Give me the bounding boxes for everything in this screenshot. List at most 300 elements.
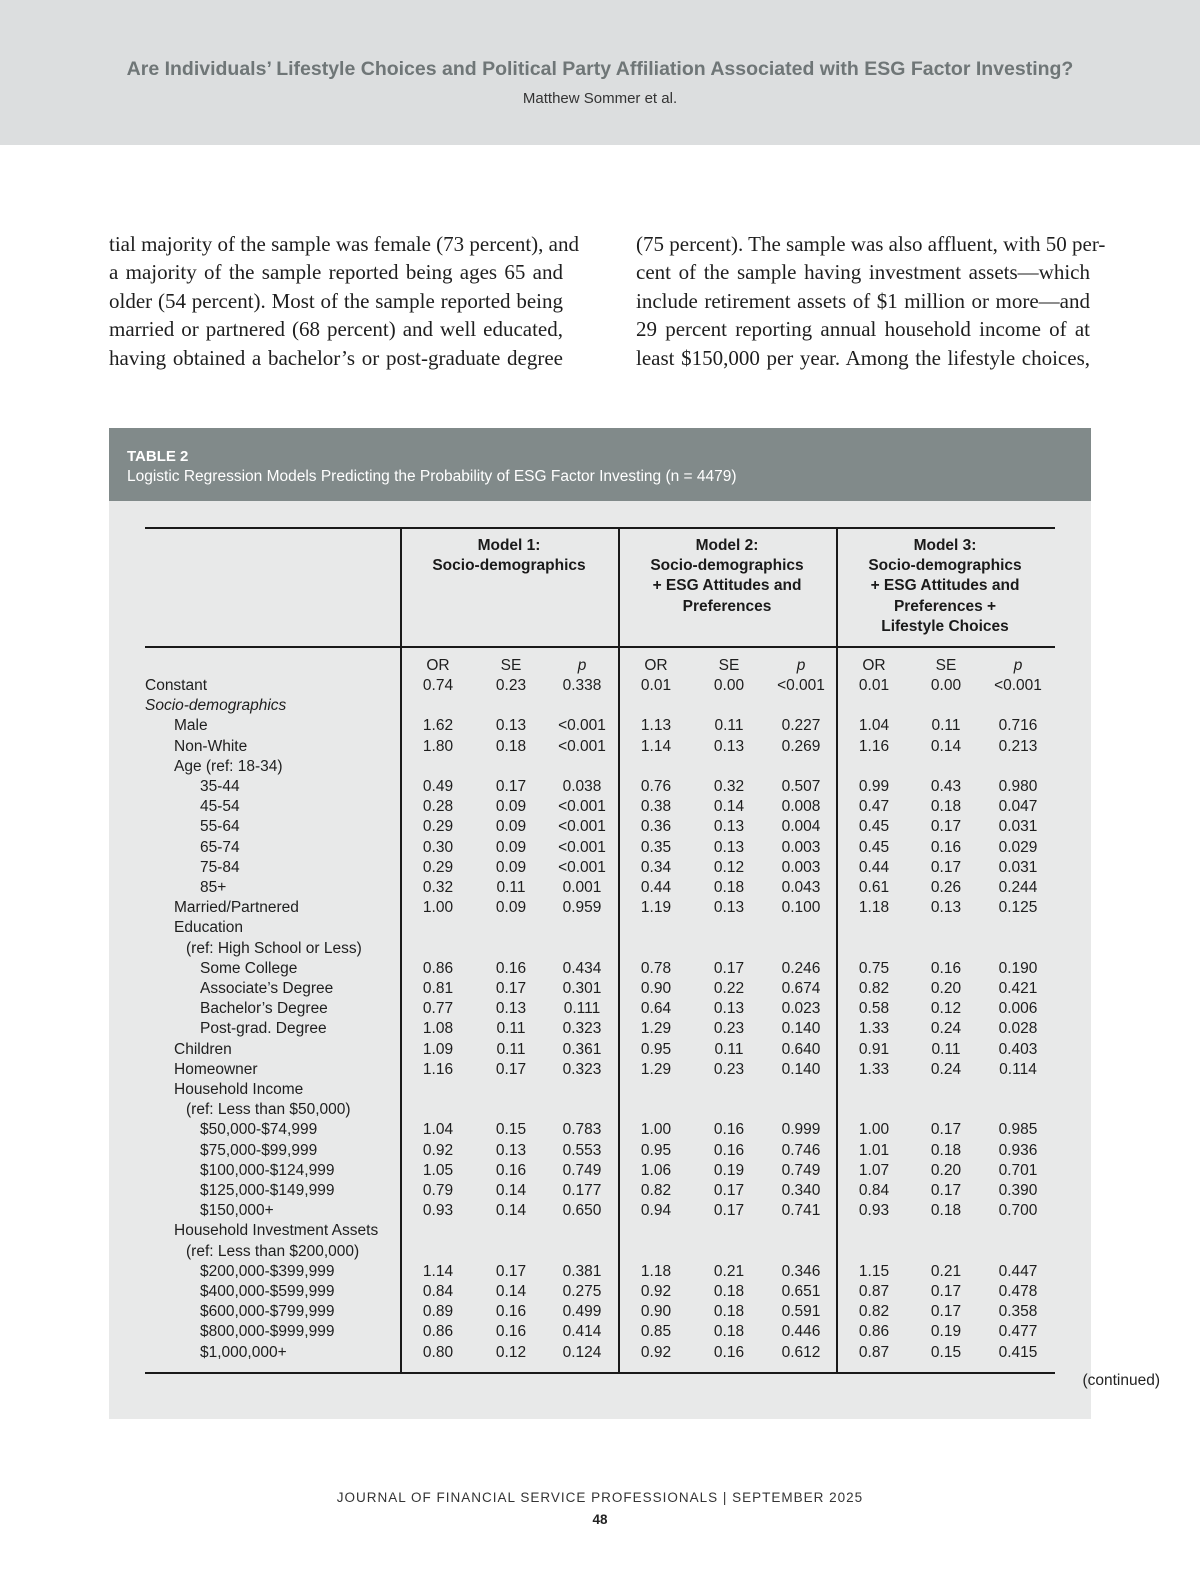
table-cell: 1.80 [422,737,454,755]
table-row [0,960,1200,980]
table-row [0,1222,1200,1242]
table-cell: 0.700 [998,1202,1038,1220]
table-cell: 0.177 [562,1182,602,1199]
table-cell: 0.28 [422,798,454,816]
table-cell: 0.111 [563,1000,601,1018]
table-cell: 0.17 [495,1060,527,1078]
table-cell: <0.001 [558,838,606,856]
table-cell: 1.18 [640,1262,672,1280]
table-cell: 0.414 [562,1323,602,1341]
table-cell: 0.21 [930,1262,962,1280]
table-row [0,1020,1200,1040]
table-cell: 0.227 [781,717,821,735]
table-cell: 0.18 [495,737,527,755]
row-label: Associate’s Degree [200,980,334,997]
table-cell: 0.38 [640,798,672,816]
table-cell: 0.038 [562,778,602,795]
table-cell: 0.45 [858,818,890,836]
table-cell: 0.338 [562,677,602,694]
table-subheader-row [0,657,1200,677]
table-cell: 0.87 [858,1283,890,1300]
table-cell: 0.61 [858,879,890,896]
table-cell: 0.00 [930,677,962,694]
table-cell: 0.13 [713,838,745,856]
table-cell: 0.244 [998,879,1038,896]
table-cell: 0.340 [781,1182,821,1199]
table-cell: 0.100 [781,899,821,917]
table-cell: 0.01 [858,677,890,694]
table-cell: 1.00 [640,1121,672,1139]
table-row [0,1323,1200,1343]
table-cell: 0.17 [930,1283,962,1300]
table-cell: 0.14 [495,1283,527,1300]
table-row [0,1283,1200,1303]
table-label: TABLE 2 [127,448,189,465]
table-cell: 0.381 [562,1262,602,1280]
row-label: Non-White [174,737,248,755]
table-continued-note: (continued) [1082,1372,1160,1389]
table-cell: 0.650 [562,1202,602,1220]
subheader-se: SE [718,657,740,674]
row-label: Some College [200,959,298,977]
table-cell: 1.04 [858,717,890,735]
table-cell: 0.86 [858,1323,890,1341]
table-cell: 0.434 [562,959,602,977]
table-cell: <0.001 [558,737,606,755]
table-cell: 0.003 [781,838,821,856]
row-label: 85+ [200,879,227,896]
table-cell: 0.58 [858,1000,890,1018]
table-cell: 0.17 [930,818,962,836]
table-cell: <0.001 [994,677,1042,694]
table-cell: 1.16 [422,1060,454,1078]
table-cell: 0.84 [858,1182,890,1199]
table-cell: 0.031 [998,858,1038,876]
table-cell: 0.140 [781,1060,821,1078]
table-cell: 0.358 [998,1303,1038,1321]
table-row [0,1081,1200,1101]
table-cell: 0.028 [998,1020,1038,1038]
table-cell: 0.008 [781,798,821,816]
table-cell: 0.19 [930,1323,962,1341]
table-cell: 0.301 [562,980,602,997]
table-cell: 0.13 [713,1000,745,1018]
table-cell: 1.05 [422,1161,454,1179]
table-cell: 0.17 [930,1121,962,1139]
table-cell: 0.80 [422,1343,454,1361]
body-line: tial majority of the sample was female (73 percent), and [109,232,579,256]
table-cell: 0.936 [998,1141,1038,1159]
table-cell: 1.18 [858,899,890,917]
row-label: 45-54 [200,798,240,816]
subheader-p: p [1013,657,1023,674]
table-bottom-rule [145,1372,1055,1374]
table-cell: 0.741 [781,1202,821,1220]
table-row [0,1142,1200,1162]
table-row [0,1202,1200,1222]
table-cell: 0.64 [640,1000,672,1018]
table-cell: 0.140 [781,1020,821,1038]
table-cell: 0.09 [495,899,527,917]
table-cell: 1.00 [858,1121,890,1139]
table-cell: 0.17 [930,1303,962,1321]
table-cell: 0.18 [930,1141,962,1159]
table-cell: 0.246 [781,959,821,977]
table-cell: 0.20 [930,1161,962,1179]
table-cell: 0.16 [495,1303,527,1321]
row-label: $100,000-$124,999 [200,1161,335,1179]
table-cell: <0.001 [558,717,606,735]
table-cell: 0.499 [562,1303,602,1321]
row-label: $125,000-$149,999 [200,1182,335,1199]
table-cell: 0.29 [422,818,454,836]
table-cell: 0.269 [781,737,821,755]
table-cell: 0.82 [858,980,890,997]
table-cell: 0.09 [495,798,527,816]
table-cell: 0.047 [998,798,1038,816]
table-cell: 0.19 [713,1161,745,1179]
table-cell: 0.213 [998,737,1038,755]
table-cell: 0.17 [495,1262,527,1280]
model-2-heading-line: + ESG Attitudes and [652,577,802,595]
table-cell: 1.08 [422,1020,454,1038]
row-label: $1,000,000+ [200,1343,287,1361]
table-cell: 0.16 [495,1161,527,1179]
table-cell: 0.13 [930,899,962,917]
table-row [0,980,1200,1000]
table-cell: 0.13 [495,717,527,735]
table-cell: 0.16 [930,959,962,977]
table-cell: 0.99 [858,778,890,795]
table-cell: 0.031 [998,818,1038,836]
row-label: $50,000-$74,999 [200,1121,318,1139]
table-cell: 0.17 [495,778,527,795]
table-cell: 0.980 [998,778,1038,795]
table-cell: 0.34 [640,858,672,876]
table-row [0,738,1200,758]
table-cell: 0.86 [422,959,454,977]
row-label: Education [174,919,243,937]
table-cell: 0.114 [999,1060,1037,1078]
table-cell: 0.43 [930,778,962,795]
article-title: Are Individuals’ Lifestyle Choices and Political Party Affiliation Associated with ESG Factor Investing? [126,58,1074,80]
model-2-heading-line: Socio-demographics [650,557,804,575]
table-cell: 0.323 [562,1020,602,1038]
table-cell: 0.447 [998,1262,1038,1280]
table-cell: 0.81 [422,980,454,997]
table-cell: 0.09 [495,838,527,856]
table-cell: 0.87 [858,1343,890,1361]
subheader-or: OR [644,657,668,674]
row-label: $75,000-$99,999 [200,1141,318,1159]
body-line: (75 percent). The sample was also affluent, with 50 per- [636,232,1106,256]
row-label: Homeowner [174,1060,258,1078]
table-header-bar [109,428,1091,501]
model-3-heading-line: Socio-demographics [868,557,1022,575]
table-cell: 0.18 [713,1323,745,1341]
table-cell: 0.415 [998,1343,1038,1361]
table-cell: 0.421 [998,980,1038,997]
table-row [0,1344,1200,1364]
table-row [0,798,1200,818]
table-cell: 0.124 [562,1343,602,1361]
table-cell: 0.985 [998,1121,1038,1139]
table-cell: <0.001 [558,798,606,816]
table-cell: 0.16 [930,838,962,856]
table-cell: 0.35 [640,838,672,856]
row-label: Constant [145,677,208,694]
subheader-se: SE [500,657,522,674]
body-line: having obtained a bachelor’s or post-graduate degree [109,345,563,370]
table-cell: 0.16 [713,1121,745,1139]
row-label: Male [174,717,208,735]
table-row [0,1000,1200,1020]
table-cell: 0.12 [713,858,745,876]
table-cell: 0.125 [998,899,1038,917]
table-cell: 0.18 [930,1202,962,1220]
table-cell: 0.004 [781,818,821,836]
table-cell: 0.029 [998,838,1038,856]
table-cell: 0.90 [640,980,672,997]
row-label: Age (ref: 18-34) [174,757,283,775]
model-3-heading-line: Model 3: [913,537,977,554]
table-row [0,717,1200,737]
table-cell: 0.16 [713,1141,745,1159]
table-cell: 0.749 [562,1161,602,1179]
table-cell: 0.13 [495,1000,527,1018]
table-cell: 0.91 [858,1040,890,1058]
table-cell: 0.18 [713,1283,745,1300]
row-label: Post-grad. Degree [200,1020,327,1038]
article-authors: Matthew Sommer et al. [522,90,678,107]
table-cell: 1.15 [858,1262,890,1280]
subheader-or: OR [426,657,450,674]
table-cell: 0.783 [562,1121,602,1139]
table-cell: 0.003 [781,858,821,876]
table-cell: 0.22 [713,980,745,997]
journal-footer: JOURNAL OF FINANCIAL SERVICE PROFESSIONALS | SEPTEMBER 2025 [336,1490,864,1505]
table-row [0,879,1200,899]
table-cell: 0.14 [495,1182,527,1199]
table-cell: 0.95 [640,1141,672,1159]
table-cell: 0.78 [640,959,672,977]
table-cell: 0.043 [781,879,821,896]
table-cell: 0.11 [931,717,961,735]
table-cell: 0.20 [930,980,962,997]
row-label: $200,000-$399,999 [200,1262,335,1280]
table-cell: 0.23 [713,1020,745,1038]
model-3-heading-line: Lifestyle Choices [881,617,1009,635]
table-cell: 0.323 [562,1060,602,1078]
table-cell: 0.29 [422,858,454,876]
table-row [0,697,1200,717]
table-row [0,1162,1200,1182]
table-cell: <0.001 [558,818,606,836]
table-cell: 0.17 [713,1202,745,1220]
body-line: cent of the sample having investment assets—which [636,260,1090,285]
table-cell: 0.190 [998,959,1038,977]
model-3-heading-line: + ESG Attitudes and [870,577,1020,595]
table-cell: 0.95 [640,1040,672,1058]
table-row [0,1121,1200,1141]
table-cell: 0.11 [714,1040,744,1058]
table-row [0,818,1200,838]
table-cell: 1.62 [422,717,454,735]
table-cell: 0.26 [930,879,962,896]
table-cell: <0.001 [777,677,825,694]
row-label: Bachelor’s Degree [200,1000,328,1018]
row-label: $400,000-$599,999 [200,1283,335,1300]
table-row [0,1263,1200,1283]
table-cell: 1.29 [640,1020,672,1038]
table-cell: 1.06 [640,1161,672,1179]
table-cell: 0.18 [713,879,745,896]
table-cell: 0.023 [781,1000,821,1018]
table-row [0,778,1200,798]
row-label: (ref: Less than $200,000) [186,1242,360,1260]
table-cell: 0.24 [930,1020,962,1038]
table-cell: 0.11 [496,879,526,896]
table-cell: 0.24 [930,1060,962,1078]
table-row [0,1101,1200,1121]
table-cell: 1.07 [858,1161,890,1179]
table-cell: 0.11 [931,1040,961,1058]
row-label: 65-74 [200,838,240,856]
table-cell: 0.13 [713,818,745,836]
table-cell: 0.13 [713,899,745,917]
table-cell: 0.82 [858,1303,890,1321]
table-cell: 0.16 [495,959,527,977]
table-cell: 0.92 [422,1141,454,1159]
table-cell: 0.640 [781,1040,821,1058]
table-cell: 0.390 [998,1182,1038,1199]
row-label: (ref: Less than $50,000) [186,1101,351,1119]
table-cell: 0.92 [640,1343,672,1361]
table-cell: 0.403 [998,1040,1038,1058]
table-cell: 0.90 [640,1303,672,1321]
table-cell: 1.04 [422,1121,454,1139]
table-cell: 0.75 [858,959,890,977]
table-row [0,1182,1200,1202]
table-cell: 1.00 [422,899,454,917]
table-cell: 0.15 [930,1343,962,1361]
body-line: a majority of the sample reported being ages 65 and [109,260,563,285]
table-cell: 0.82 [640,1182,672,1199]
table-cell: 1.33 [858,1020,890,1038]
table-cell: 1.33 [858,1060,890,1078]
table-cell: 0.86 [422,1323,454,1341]
table-cell: 0.09 [495,818,527,836]
table-cell: 0.49 [422,778,454,795]
table-cell: 0.12 [495,1343,527,1361]
model-2-heading-line: Model 2: [695,537,759,554]
model-1-heading-line: Socio-demographics [432,557,586,575]
table-row [0,839,1200,859]
table-cell: 0.23 [495,677,527,694]
table-cell: 0.89 [422,1303,454,1321]
table-cell: 0.674 [781,980,821,997]
table-cell: 0.45 [858,838,890,856]
table-cell: 0.006 [998,1000,1038,1018]
table-cell: 0.16 [495,1323,527,1341]
table-cell: 0.32 [422,879,454,896]
table-cell: 0.701 [998,1161,1038,1179]
table-cell: 0.01 [640,677,672,694]
subheader-se: SE [935,657,957,674]
table-top-rule [145,527,1055,529]
table-cell: 0.79 [422,1182,454,1199]
row-label: 75-84 [200,858,240,876]
table-row [0,758,1200,778]
table-cell: 0.85 [640,1323,672,1341]
row-label: 35-44 [200,778,240,795]
table-row [0,1243,1200,1263]
body-line: older (54 percent). Most of the sample reported being [109,288,563,313]
table-cell: 0.13 [495,1141,527,1159]
table-cell: 0.17 [713,959,745,977]
table-cell: 0.13 [713,737,745,755]
row-label: Household Investment Assets [174,1222,379,1240]
table-cell: 0.18 [713,1303,745,1321]
subheader-p: p [577,657,587,674]
row-label: Children [174,1040,232,1058]
body-line: 29 percent reporting annual household income of at [636,317,1090,342]
row-label: 55-64 [200,818,240,836]
table-cell: 1.14 [422,1262,454,1280]
table-row [0,940,1200,960]
table-cell: 0.84 [422,1283,454,1300]
table-row [0,677,1200,697]
row-label: Socio-demographics [145,697,287,715]
table-cell: 0.361 [562,1040,602,1058]
body-line: include retirement assets of $1 million or more—and [636,288,1090,313]
table-cell: 0.275 [562,1283,602,1300]
table-cell: 0.14 [713,798,745,816]
table-cell: 0.47 [858,798,890,816]
table-cell: 0.77 [422,1000,454,1018]
table-cell: 0.716 [998,717,1038,735]
table-cell: 0.00 [713,677,745,694]
table-cell: 0.92 [640,1283,672,1300]
table-cell: <0.001 [558,858,606,876]
table-cell: 0.16 [713,1343,745,1361]
table-cell: 0.477 [998,1323,1038,1341]
row-label: (ref: High School or Less) [186,939,362,957]
table-cell: 0.651 [781,1283,821,1300]
table-cell: 0.94 [640,1202,672,1220]
table-cell: 1.29 [640,1060,672,1078]
table-row [0,919,1200,939]
row-label: Household Income [174,1081,304,1098]
table-cell: 0.999 [781,1121,821,1139]
table-row [0,859,1200,879]
table-cell: 0.17 [495,980,527,997]
table-cell: 0.93 [858,1202,890,1220]
table-cell: 0.11 [496,1020,526,1038]
row-label: $150,000+ [200,1202,274,1220]
table-cell: 0.12 [930,1000,962,1018]
table-cell: 0.553 [562,1141,602,1159]
table-cell: 1.16 [858,737,890,755]
table-header-rule [145,646,1055,648]
body-column-right [636,230,1106,372]
table-cell: 0.746 [781,1141,821,1159]
table-cell: 1.14 [640,737,672,755]
model-3-heading-line: Preferences + [893,597,997,615]
table-cell: 0.507 [781,778,821,795]
table-cell: 0.74 [422,677,454,694]
body-column-left [109,230,579,372]
